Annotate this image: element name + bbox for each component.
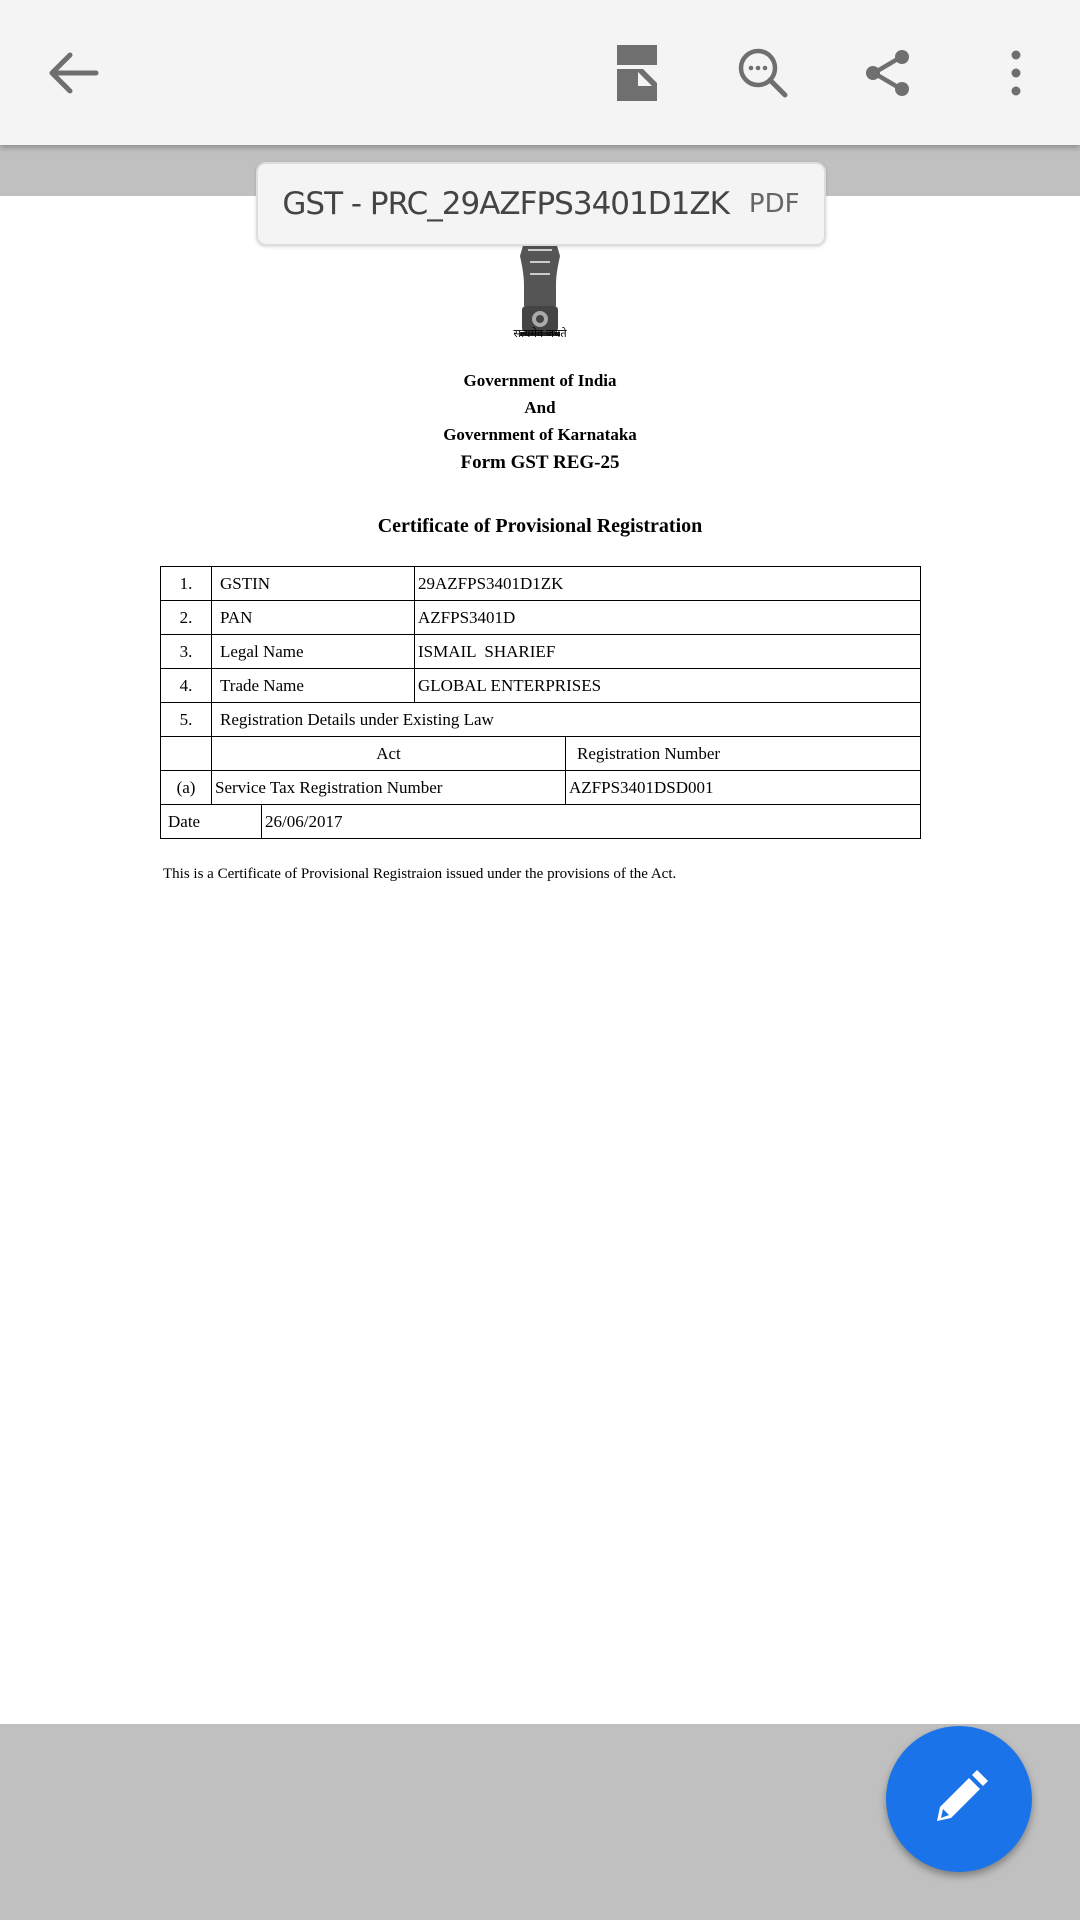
row-label: PAN (212, 601, 415, 635)
row-number: 5. (161, 703, 212, 737)
back-arrow-icon[interactable] (43, 43, 103, 103)
pencil-icon (929, 1769, 989, 1829)
date-row (161, 805, 921, 839)
form-name: Form GST REG-25 (460, 452, 620, 473)
document-file-name: GST - PRC_29AZFPS3401D1ZK (282, 186, 729, 222)
row-label: Trade Name (212, 669, 415, 703)
certificate-title: Certificate of Provisional Registration (377, 515, 703, 537)
row-value: ISMAIL SHARIEF (415, 635, 921, 669)
edit-button[interactable] (886, 1726, 1032, 1872)
emblem-motto: सत्यमेव जयते (513, 328, 567, 340)
row-label: GSTIN (212, 567, 415, 601)
certificate-note: This is a Certificate of Provisional Registraion issued under the provisions of the Act. (163, 866, 677, 882)
document-title-chip (256, 162, 826, 246)
reading-mode-icon[interactable] (607, 43, 667, 103)
table-row (161, 669, 921, 703)
row-label: Registration Details under Existing Law (212, 703, 921, 737)
row-label: Legal Name (212, 635, 415, 669)
table-row (161, 601, 921, 635)
row-number: 2. (161, 601, 212, 635)
table-row (161, 703, 921, 737)
date-value: 26/06/2017 (262, 805, 921, 839)
heading-line-2: And (524, 398, 556, 417)
row-number: 1. (161, 567, 212, 601)
heading-line-3: Government of Karnataka (443, 425, 637, 444)
registration-number-value: AZFPS3401DSD001 (566, 771, 921, 805)
more-vert-icon[interactable] (986, 43, 1046, 103)
act-value: Service Tax Registration Number (212, 771, 566, 805)
table-row (161, 567, 921, 601)
share-icon[interactable] (858, 43, 918, 103)
heading-line-1: Government of India (463, 371, 617, 390)
document-file-type: PDF (748, 189, 800, 219)
row-value: GLOBAL ENTERPRISES (415, 669, 921, 703)
registration-number-header: Registration Number (566, 737, 921, 771)
row-number: 4. (161, 669, 212, 703)
table-row (161, 771, 921, 805)
row-number: (a) (161, 771, 212, 805)
row-value: AZFPS3401D (415, 601, 921, 635)
date-label: Date (161, 805, 262, 839)
row-value: 29AZFPS3401D1ZK (415, 567, 921, 601)
table-subheader-row (161, 737, 921, 771)
row-number: 3. (161, 635, 212, 669)
table-row (161, 635, 921, 669)
top-app-bar (0, 0, 1080, 145)
search-icon[interactable] (733, 43, 793, 103)
act-header: Act (212, 737, 566, 771)
registration-table (160, 566, 921, 839)
empty-cell (161, 737, 212, 771)
